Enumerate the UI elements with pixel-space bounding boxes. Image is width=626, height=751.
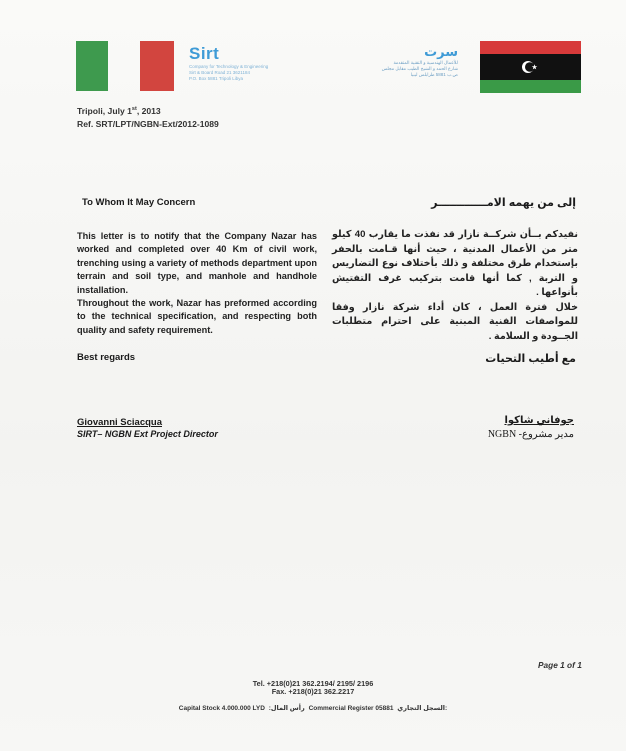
footer-company-info	[0, 704, 626, 712]
signatory-title-en: SIRT– NGBN Ext Project Director	[77, 429, 218, 439]
footer-fax: Fax. +218(0)21 362.2217	[271, 687, 355, 696]
sirt-logo-line: Company for Technology & Engineering	[189, 64, 269, 69]
sirt-logo-ar-line: ص.ب 5881 طرابلس ليبيا	[410, 72, 458, 77]
commercial-register-ar: السجل التجاري:	[397, 705, 448, 712]
signatory-name-en: Giovanni Sciacqua	[77, 417, 162, 428]
letter-reference: Ref. SRT/LPT/NGBN-Ext/2012-1089	[77, 119, 219, 129]
body-ar	[332, 228, 578, 344]
sirt-logo-line: Sirt & Board Road 21 3621184	[189, 70, 250, 75]
body-en	[77, 230, 317, 337]
italy-flag-green-band	[76, 41, 108, 91]
capital-stock-ar: :رأس المال	[268, 705, 305, 712]
signatory-title-ar: مدير مشروع- NGBN	[487, 429, 574, 440]
libya-flag-icon	[480, 41, 581, 93]
body-ar-paragraph: نفيدكم بــأن شركــة نازار قد نفذت ما يقارب 40 كيلو متر من الأعمال المدنية ، حيث أنها قـامت بالحفر بإستخدام طرق مختلفة و ذلك بأختلاف نوع التضاريس و التربة , كما أنها قامت بتركيب غرف التفتيش بأنواعها .	[332, 229, 579, 298]
footer-telephone: Tel. +218(0)21 362.2194/ 2195/ 2196	[252, 679, 374, 688]
sirt-logo-ar	[358, 44, 458, 94]
commercial-register-en: Commercial Register 05881	[308, 705, 394, 712]
regards-en: Best regards	[77, 352, 136, 363]
body-en-paragraph: This letter is to notify that the Company Nazar has worked and completed over 40 Km of civil work, trenching using a variety of methods department upon terrain and soil type, and manhole and handhole installation.	[77, 231, 317, 295]
page-number: Page 1 of 1	[538, 660, 582, 670]
sirt-logo-name: Sirt	[189, 44, 220, 63]
letter-date: Tripoli, July 1st, 2013	[77, 106, 161, 116]
capital-stock-en: Capital Stock 4.000.000 LYD	[178, 705, 265, 712]
greeting-en: To Whom It May Concern	[82, 197, 196, 208]
sirt-logo-ar-name: سرت	[424, 44, 458, 59]
italy-flag-red-band	[140, 41, 174, 91]
sirt-logo-ar-line: شارع الحمد و الشيخ الطيب مقابل مجلس	[381, 66, 458, 71]
body-ar-paragraph: خلال فترة العمل ، كان أداء شركة نازار وفقا للمواصفات الفنية المبنية على احترام متطلبات الجــودة و السلامة .	[332, 301, 578, 342]
crescent-star-icon	[520, 58, 540, 76]
sirt-logo-en	[189, 44, 299, 94]
signatory-name-ar: جوفاني شاكوا	[504, 415, 574, 426]
body-en-paragraph: Throughout the work, Nazar has preformed according to the technical specification, and respecting both quality and safety requirement.	[77, 298, 317, 335]
greeting-ar: إلى من يهمه الامـــــــــــــر	[431, 197, 576, 209]
sirt-logo-ar-line: للأعمال الهندسية و التقنية المتقدمة	[393, 60, 458, 65]
regards-ar: مع أطيب التحيات	[485, 353, 576, 365]
sirt-logo-line: P.O. Box 5881 Tripoli Libya	[189, 76, 243, 81]
